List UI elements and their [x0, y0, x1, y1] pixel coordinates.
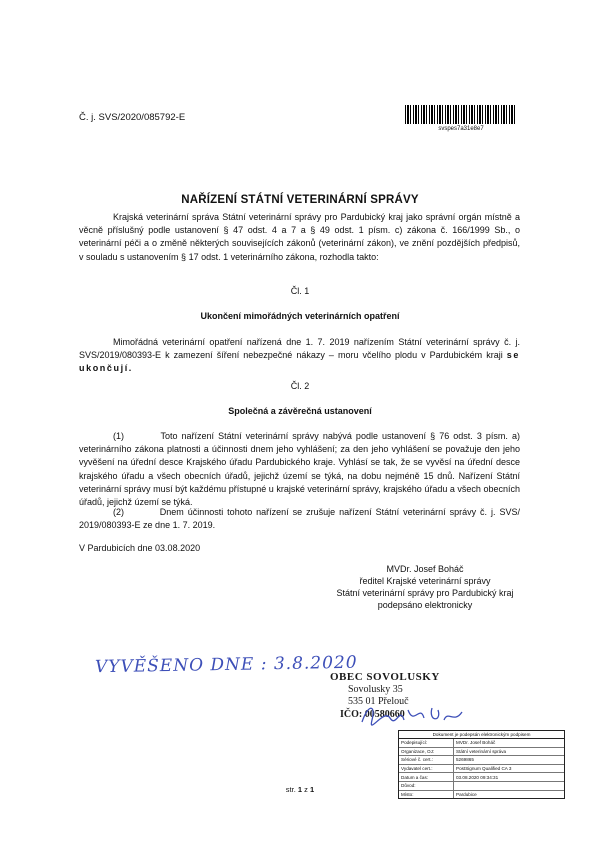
- page-number: str. 1 z 1: [285, 785, 315, 794]
- article-1-body: Mimořádná veterinární opatření nařízená dne 1. 7. 2019 nařízením Státní veterinární správy č. j. SVS/2019/080393-E k zamezení šíření nebezpečné nákazy – moru včelího plodu v Pardubickém kraji: [79, 337, 520, 361]
- esign-row: Vydavatel cert.: PostSignum Qualified CA 3: [399, 765, 564, 774]
- signatory-org: Státní veterinární správy pro Pardubický kraj: [336, 588, 514, 598]
- document-title: NAŘÍZENÍ STÁTNÍ VETERINÁRNÍ SPRÁVY: [181, 194, 419, 206]
- esign-row: Důvod:: [399, 782, 564, 791]
- esign-row: Organizace, OJ: Státní veterinární správa: [399, 748, 564, 757]
- article-1-heading: Ukončení mimořádných veterinárních opatření: [200, 311, 400, 321]
- stamp-ico: IČO: 00580660: [340, 708, 405, 720]
- intro-paragraph: Krajská veterinární správa Státní veterinární správy pro Pardubický kraj jako správní orgán místně a věcně příslušný podle ustanovení § 47 odst. 4 a 7 a § 49 odst. 1 písm. c) zákona č. 166/1999 Sb., o veterinární péči a o změně některých souvisejících zákonů (veterinární zákon), ve znění pozdějších předpisů, v souladu s ustanovením § 17 odst. 1 veterinárního zákona, rozhodla takto:: [79, 212, 520, 262]
- article-2-paragraph-2: [79, 506, 520, 532]
- article-2-heading: Společná a závěrečná ustanovení: [228, 406, 372, 416]
- signatory-name: MVDr. Josef Boháč: [386, 564, 464, 574]
- esign-row: Sériové č. cert.: 5269865: [399, 756, 564, 765]
- signature-block: [300, 563, 550, 611]
- article-2-number: Čl. 2: [290, 381, 310, 391]
- stamp-city: 535 01 Přelouč: [348, 696, 409, 707]
- barcode: [405, 105, 517, 124]
- barcode-text: svspes7a31e8e7: [438, 126, 484, 132]
- reference-number: Č. j. SVS/2020/085792-E: [79, 112, 186, 123]
- paragraph-2-marker: (2): [113, 507, 124, 517]
- stamp-street: Sovolusky 35: [348, 683, 403, 695]
- article-1-text: [79, 336, 520, 376]
- stamp-name: OBEC SOVOLUSKY: [330, 671, 440, 683]
- article-2-paragraph-1: [79, 430, 520, 509]
- esign-row: Místo: Pardubice: [401, 791, 477, 797]
- esign-row: Datum a čas: 03.08.2020 09:34:31: [399, 773, 564, 782]
- posted-handwritten-note: VYVĚŠENO DNE : 3.8.2020: [94, 652, 358, 678]
- article-1-number: Čl. 1: [290, 286, 310, 296]
- signatory-role: ředitel Krajské veterinární správy: [359, 576, 491, 586]
- paragraph-1-marker: (1): [113, 431, 124, 441]
- paragraph-2-text: Dnem účinnosti tohoto nařízení se zrušuje nařízení Státní veterinární správy č. j. SVS/ 2019/080393-E ze dne 1. 7. 2019.: [79, 507, 520, 531]
- article-1-emphasis: se ukončují.: [79, 350, 520, 374]
- esign-header: Dokument je podepsán elektronickým podpisem: [399, 731, 564, 739]
- signed-electronically: podepsáno elektronicky: [377, 600, 473, 610]
- esign-row: Podepisující: MVDr. Josef Boháč: [399, 739, 564, 748]
- paragraph-1-text: Toto nařízení Státní veterinární správy nabývá podle ustanovení § 76 odst. 3 písm. a) veterinárního zákona platnosti a účinnosti dnem jeho vyhlášení; za den jeho vyhlášení se považuje den jeho vyvěšení na úřední desce Krajského úřadu Pardubického kraje. Vyhlásí se tak, že se vyvěsí na úřední desce krajského úřadu a všech obecních úřadů, jejichž území se týká, na dobu nejméně 15 dnů. Nařízení Státní veterinární správy musí být každému přístupné u krajské veterinární správy, krajského úřadu a všech obecních úřadů, jejichž území se týká.: [79, 431, 520, 508]
- handwritten-signature-icon: [358, 700, 468, 730]
- place-date: V Pardubicích dne 03.08.2020: [79, 543, 201, 553]
